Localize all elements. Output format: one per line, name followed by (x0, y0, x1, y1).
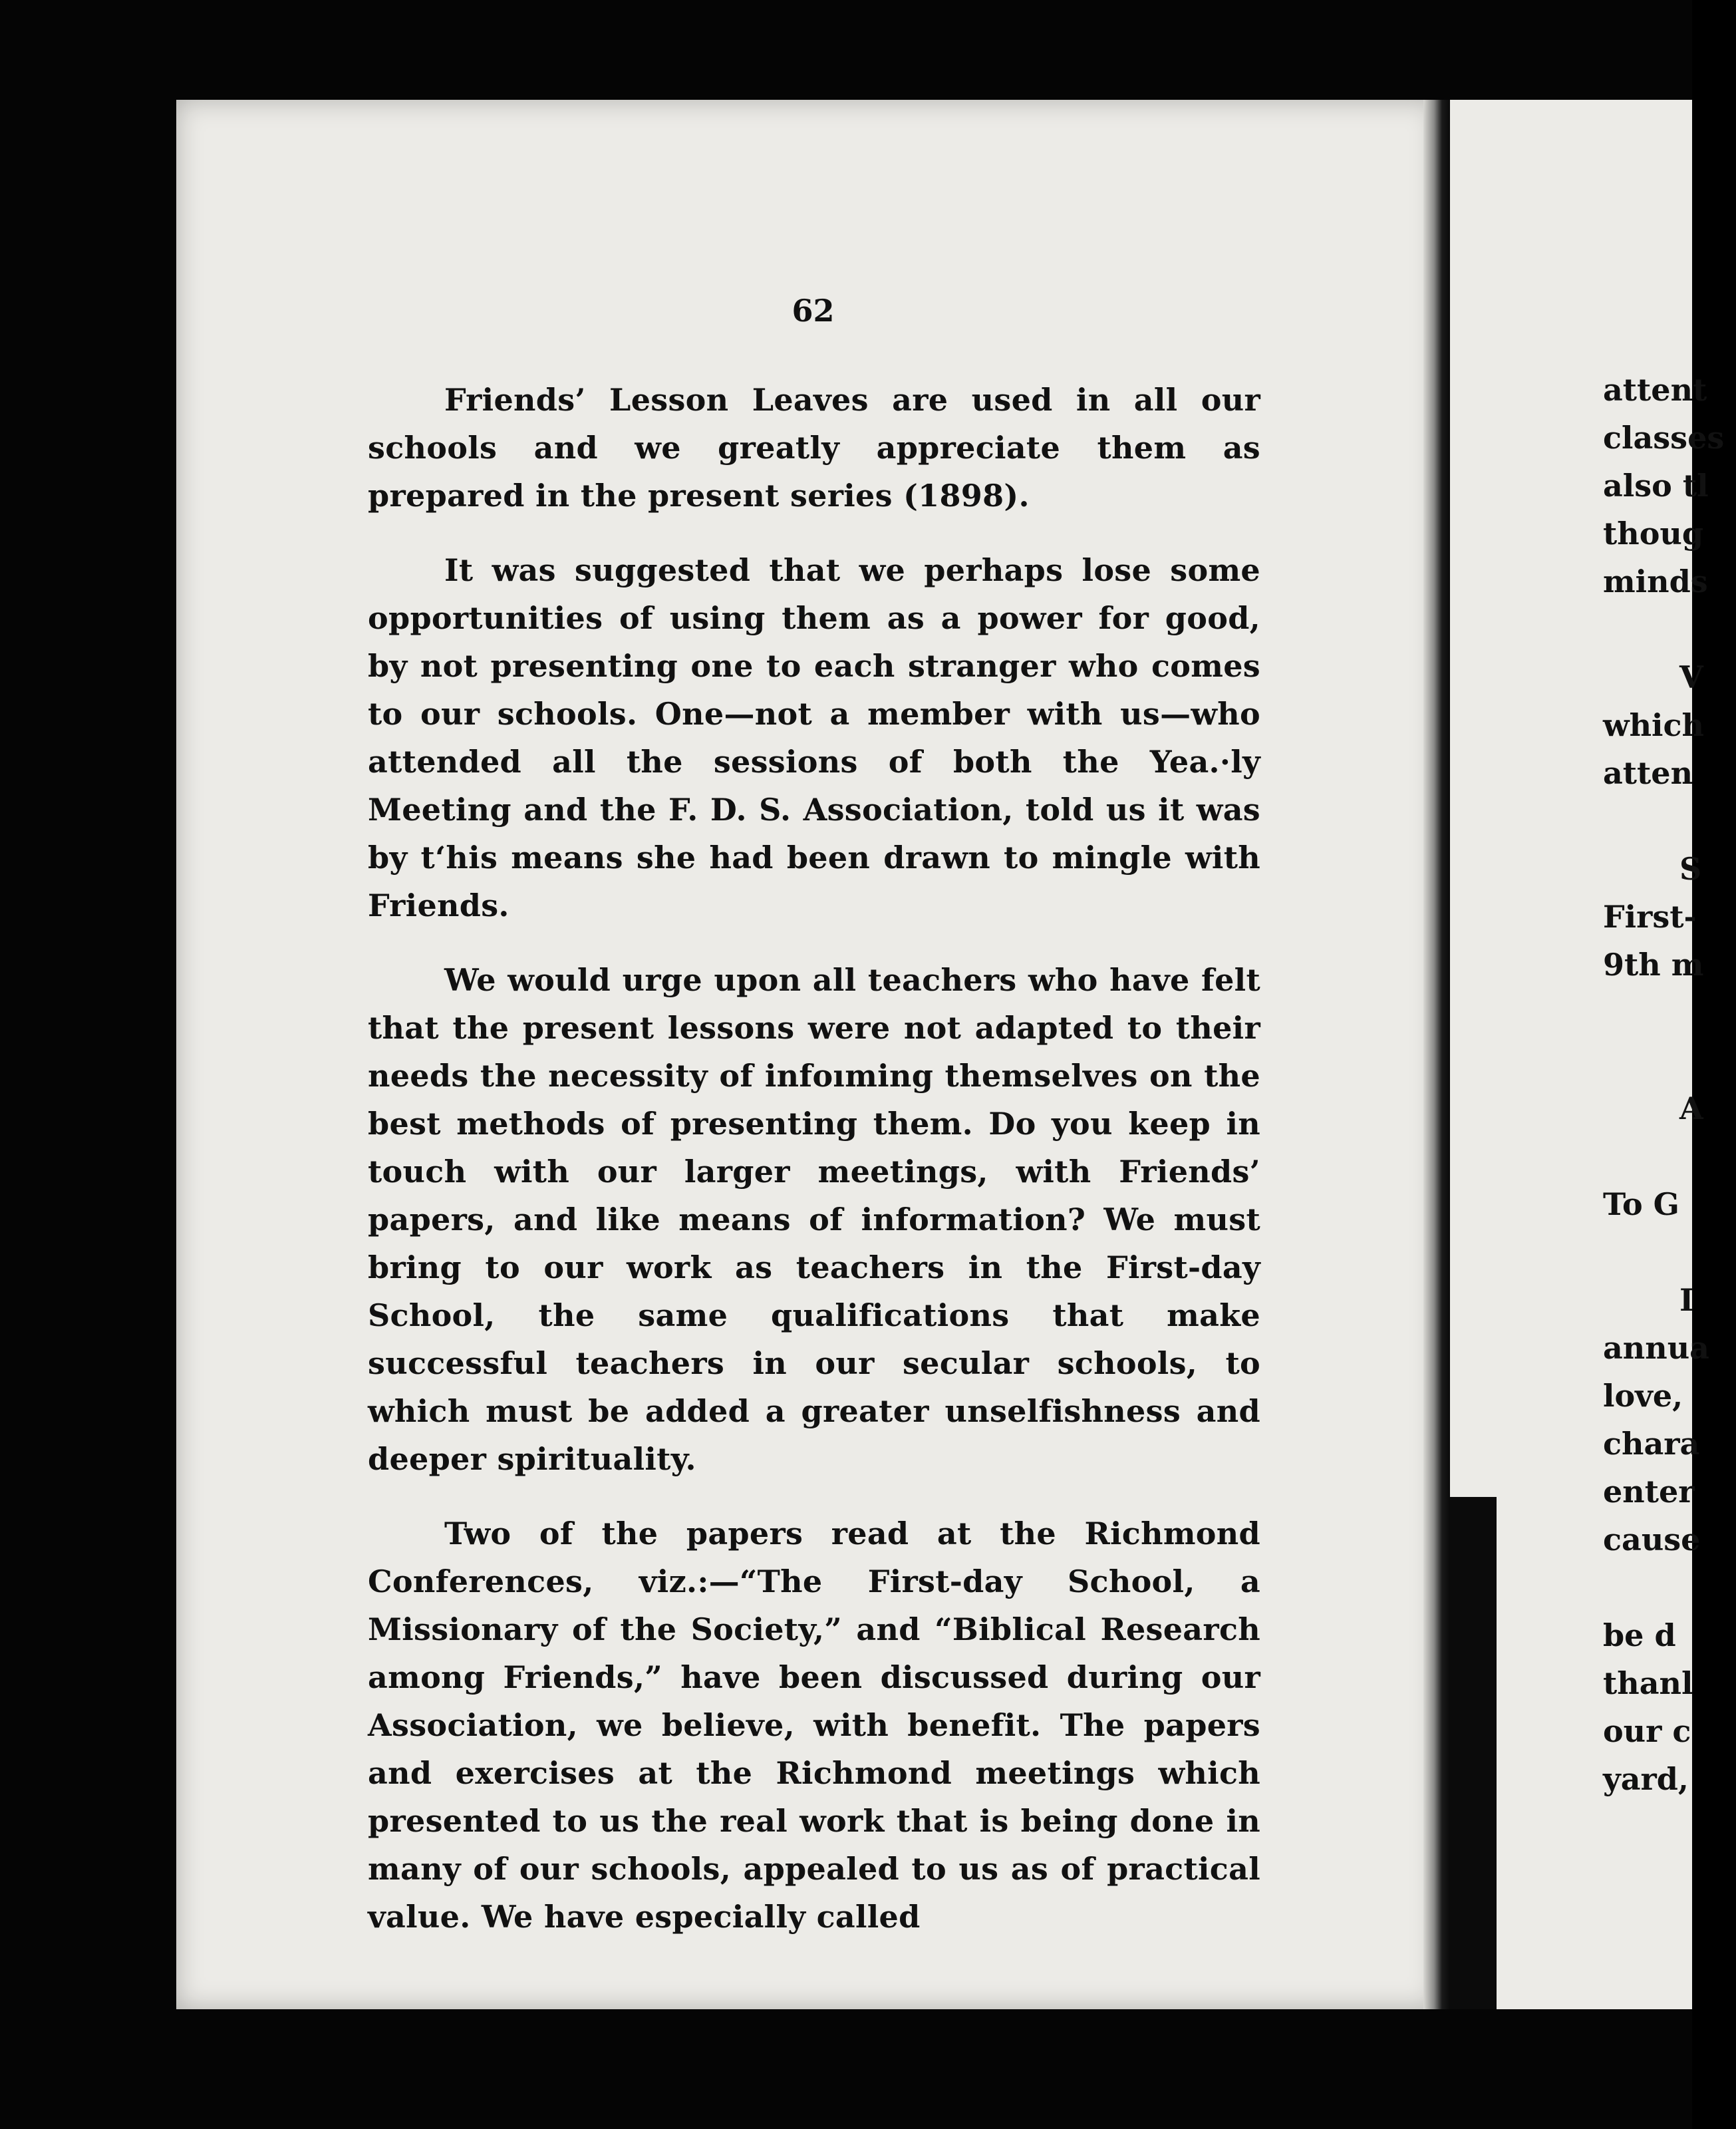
right-line: minds (1603, 564, 1708, 599)
right-line: which (1603, 707, 1704, 743)
right-line: be d (1603, 1617, 1676, 1653)
page-number: 62 (792, 293, 835, 329)
right-line: thoug (1603, 516, 1703, 552)
right-line: our c (1603, 1713, 1691, 1749)
right-line: cause (1603, 1522, 1701, 1557)
right-line: 9th m (1603, 947, 1704, 983)
right-line: S (1679, 851, 1702, 887)
right-line: annua (1603, 1330, 1709, 1366)
paragraph: Two of the papers read at the Richmond Conferences, viz.:—“The First-day School, a Missionary of the Society,” and “Biblical Research among Friends,” have been discussed during our Association, we believe, with benefit. The papers and exercises at the Richmond meetings which presented to us the real work that is being done in many of our schools, appealed to us as of practical value. We have especially called (368, 1516, 1260, 1935)
right-line: I (1679, 1282, 1694, 1318)
right-line: enter (1603, 1474, 1695, 1510)
right-line: chara (1603, 1426, 1700, 1462)
right-line: V (1679, 659, 1703, 695)
right-line: classes (1603, 420, 1725, 456)
book-gutter (1423, 100, 1450, 2009)
body-text (368, 376, 1260, 1967)
paragraph: It was suggested that we perhaps lose some opportunities of using them as a power for good, by not presenting one to each stranger who comes to our schools. One—not a member with us—who attended all the sessions of both the Yea.·ly Meeting and the F. D. S. Association, told us it was by t‘his means she had been drawn to mingle with Friends. (368, 552, 1260, 923)
gutter-shadow (1450, 1497, 1497, 2009)
right-line: atten (1603, 755, 1693, 791)
right-line: A (1679, 1090, 1703, 1126)
right-line: love, (1603, 1378, 1683, 1414)
right-line: yard, (1603, 1761, 1689, 1797)
right-line: attent (1603, 372, 1707, 408)
right-line: also tl (1603, 468, 1709, 504)
right-page-text (1603, 366, 1736, 1803)
right-line: First- (1603, 899, 1697, 935)
right-line: To G (1603, 1186, 1679, 1222)
right-page (1450, 100, 1725, 2009)
right-line: thanl (1603, 1665, 1693, 1701)
paragraph: Friends’ Lesson Leaves are used in all our schools and we greatly appreciate them as prepared in the present series (1898). (368, 382, 1260, 514)
paragraph: We would urge upon all teachers who have felt that the present lessons were not adapted to their needs the necessity of infoıming themselves on the best methods of presenting them. Do you keep in touch with our larger meetings, with Friends’ papers, and like means of information? We must bring to our work as teachers in the First-day School, the same qualifications that make successful teachers in our secular schools, to which must be added a greater unselfishness and deeper spirituality. (368, 962, 1260, 1477)
